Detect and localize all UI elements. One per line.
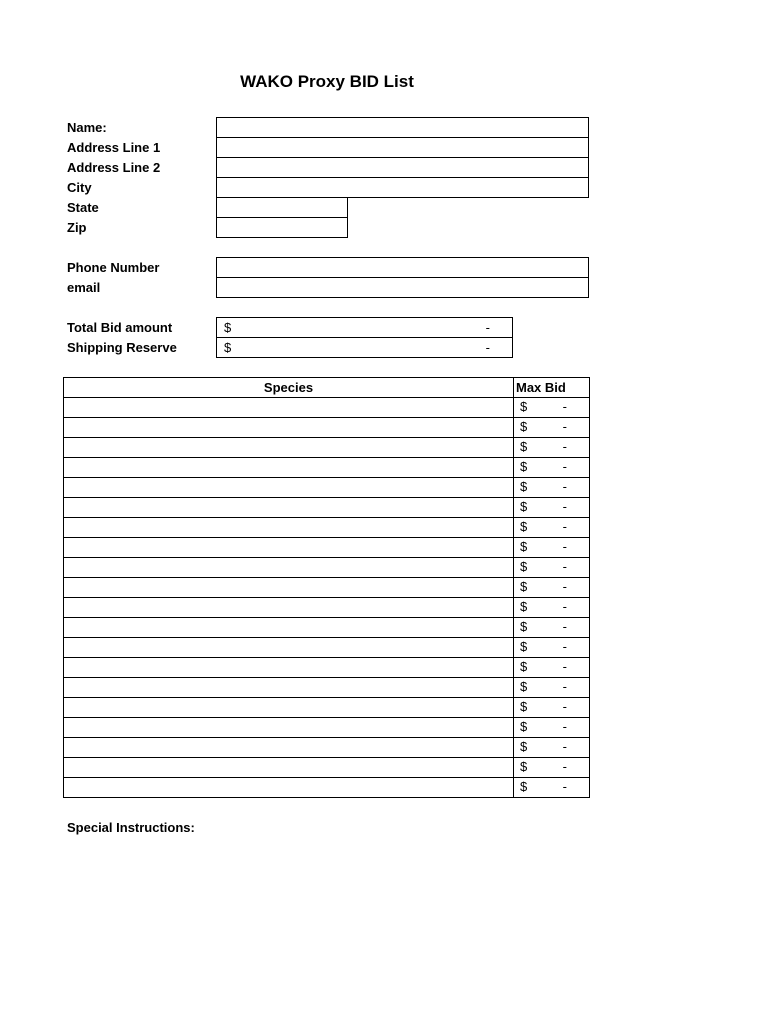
- max-bid-cell[interactable]: [514, 518, 590, 538]
- table-row: [64, 758, 590, 778]
- table-row: [64, 438, 590, 458]
- max-bid-value: -: [562, 699, 567, 714]
- max-bid-cell[interactable]: [514, 738, 590, 758]
- max-bid-currency: $: [520, 779, 528, 794]
- name-label: Name:: [67, 120, 107, 135]
- max-bid-cell[interactable]: [514, 538, 590, 558]
- max-bid-value: -: [562, 679, 567, 694]
- max-bid-currency: $: [520, 739, 528, 754]
- max-bid-currency: $: [520, 439, 528, 454]
- max-bid-currency: $: [520, 599, 528, 614]
- species-header: Species: [64, 378, 514, 398]
- species-cell[interactable]: [64, 778, 514, 798]
- species-cell[interactable]: [64, 598, 514, 618]
- max-bid-value: -: [562, 739, 567, 754]
- max-bid-currency: $: [520, 479, 528, 494]
- address-line-2-label: Address Line 2: [67, 160, 161, 175]
- species-cell[interactable]: [64, 438, 514, 458]
- shipping-reserve-value: -: [485, 340, 490, 355]
- table-row: [64, 418, 590, 438]
- max-bid-cell[interactable]: [514, 658, 590, 678]
- max-bid-currency: $: [520, 539, 528, 554]
- table-row: [64, 698, 590, 718]
- table-row: [64, 578, 590, 598]
- max-bid-cell[interactable]: [514, 458, 590, 478]
- address-line-1-label: Address Line 1: [67, 140, 161, 155]
- max-bid-currency: $: [520, 719, 528, 734]
- max-bid-header: Max Bid: [514, 378, 590, 398]
- max-bid-value: -: [562, 619, 567, 634]
- species-cell[interactable]: [64, 758, 514, 778]
- max-bid-cell[interactable]: [514, 578, 590, 598]
- total-bid-amount-field[interactable]: [216, 317, 513, 338]
- max-bid-value: -: [562, 459, 567, 474]
- total-bid-currency: $: [224, 320, 232, 335]
- special-instructions-label: Special Instructions:: [67, 820, 195, 835]
- species-cell[interactable]: [64, 398, 514, 418]
- max-bid-cell[interactable]: [514, 718, 590, 738]
- table-row: [64, 598, 590, 618]
- max-bid-value: -: [562, 539, 567, 554]
- max-bid-currency: $: [520, 679, 528, 694]
- species-cell[interactable]: [64, 738, 514, 758]
- address-line-1-field[interactable]: [216, 137, 589, 158]
- table-row: [64, 638, 590, 658]
- table-row: [64, 718, 590, 738]
- species-cell[interactable]: [64, 578, 514, 598]
- shipping-reserve-label: Shipping Reserve: [67, 340, 177, 355]
- bid-table: [63, 377, 590, 798]
- species-cell[interactable]: [64, 538, 514, 558]
- total-bid-value: -: [485, 320, 490, 335]
- species-cell[interactable]: [64, 698, 514, 718]
- species-cell[interactable]: [64, 618, 514, 638]
- email-label: email: [67, 280, 101, 295]
- phone-number-label: Phone Number: [67, 260, 160, 275]
- max-bid-cell[interactable]: [514, 778, 590, 798]
- species-cell[interactable]: [64, 478, 514, 498]
- max-bid-value: -: [562, 399, 567, 414]
- phone-number-field[interactable]: [216, 257, 589, 278]
- max-bid-cell[interactable]: [514, 758, 590, 778]
- max-bid-value: -: [562, 419, 567, 434]
- max-bid-cell[interactable]: [514, 418, 590, 438]
- table-row: [64, 398, 590, 418]
- max-bid-cell[interactable]: [514, 598, 590, 618]
- species-cell[interactable]: [64, 638, 514, 658]
- table-row: [64, 498, 590, 518]
- city-field[interactable]: [216, 177, 589, 198]
- max-bid-currency: $: [520, 419, 528, 434]
- max-bid-cell[interactable]: [514, 478, 590, 498]
- max-bid-currency: $: [520, 759, 528, 774]
- species-cell[interactable]: [64, 418, 514, 438]
- max-bid-cell[interactable]: [514, 698, 590, 718]
- max-bid-currency: $: [520, 399, 528, 414]
- species-cell[interactable]: [64, 498, 514, 518]
- max-bid-cell[interactable]: [514, 638, 590, 658]
- max-bid-cell[interactable]: [514, 678, 590, 698]
- bid-table-header-row: [64, 378, 590, 398]
- zip-field[interactable]: [216, 217, 348, 238]
- max-bid-currency: $: [520, 519, 528, 534]
- max-bid-currency: $: [520, 619, 528, 634]
- address-line-2-field[interactable]: [216, 157, 589, 178]
- max-bid-value: -: [562, 499, 567, 514]
- table-row: [64, 518, 590, 538]
- max-bid-value: -: [562, 759, 567, 774]
- state-field[interactable]: [216, 197, 348, 218]
- table-row: [64, 558, 590, 578]
- species-cell[interactable]: [64, 458, 514, 478]
- max-bid-cell[interactable]: [514, 438, 590, 458]
- max-bid-value: -: [562, 439, 567, 454]
- table-row: [64, 538, 590, 558]
- max-bid-currency: $: [520, 659, 528, 674]
- zip-label: Zip: [67, 220, 87, 235]
- species-cell[interactable]: [64, 718, 514, 738]
- max-bid-currency: $: [520, 639, 528, 654]
- species-cell[interactable]: [64, 518, 514, 538]
- shipping-reserve-currency: $: [224, 340, 232, 355]
- name-field[interactable]: [216, 117, 589, 138]
- max-bid-currency: $: [520, 559, 528, 574]
- max-bid-cell[interactable]: [514, 558, 590, 578]
- max-bid-currency: $: [520, 499, 528, 514]
- table-row: [64, 678, 590, 698]
- max-bid-value: -: [562, 779, 567, 794]
- table-row: [64, 658, 590, 678]
- max-bid-value: -: [562, 719, 567, 734]
- max-bid-cell[interactable]: [514, 618, 590, 638]
- max-bid-cell[interactable]: [514, 398, 590, 418]
- max-bid-cell[interactable]: [514, 498, 590, 518]
- shipping-reserve-field[interactable]: [216, 337, 513, 358]
- max-bid-value: -: [562, 659, 567, 674]
- table-row: [64, 738, 590, 758]
- email-field[interactable]: [216, 277, 589, 298]
- total-bid-amount-label: Total Bid amount: [67, 320, 173, 335]
- table-row: [64, 618, 590, 638]
- max-bid-value: -: [562, 639, 567, 654]
- page-title: WAKO Proxy BID List: [240, 72, 414, 91]
- max-bid-value: -: [562, 559, 567, 574]
- species-cell[interactable]: [64, 678, 514, 698]
- table-row: [64, 458, 590, 478]
- max-bid-currency: $: [520, 459, 528, 474]
- max-bid-value: -: [562, 599, 567, 614]
- max-bid-currency: $: [520, 579, 528, 594]
- species-cell[interactable]: [64, 658, 514, 678]
- state-label: State: [67, 200, 99, 215]
- max-bid-currency: $: [520, 699, 528, 714]
- species-cell[interactable]: [64, 558, 514, 578]
- max-bid-value: -: [562, 519, 567, 534]
- max-bid-value: -: [562, 479, 567, 494]
- city-label: City: [67, 180, 92, 195]
- table-row: [64, 778, 590, 798]
- table-row: [64, 478, 590, 498]
- max-bid-value: -: [562, 579, 567, 594]
